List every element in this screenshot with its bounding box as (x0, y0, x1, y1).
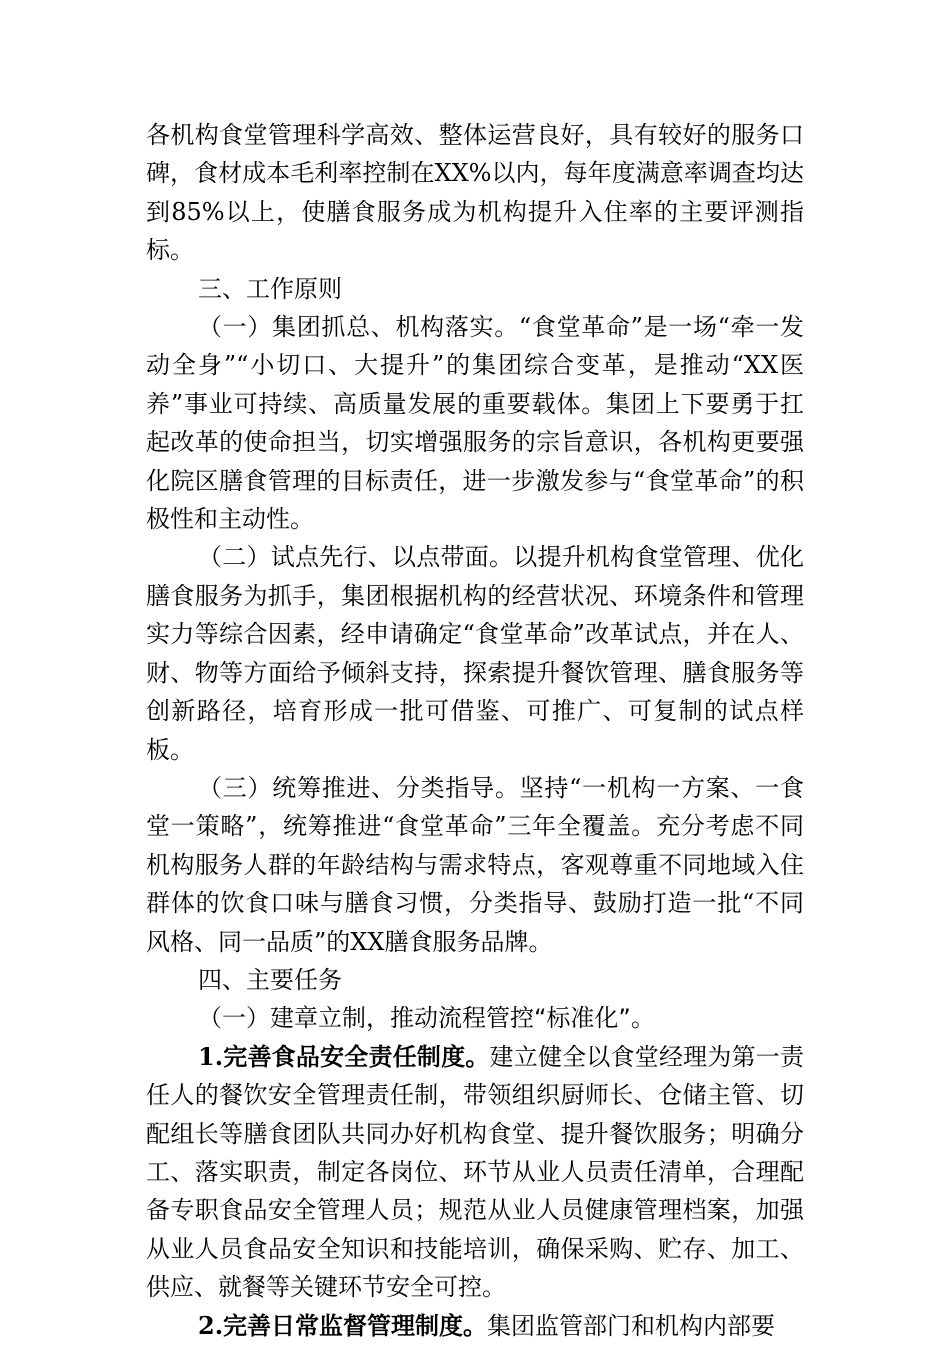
section-heading-main-tasks: 四、主要任务 (198, 965, 342, 994)
section-heading-work-principles: 三、工作原则 (198, 274, 342, 303)
paragraph-item-1 (146, 1038, 804, 1307)
item-1-title: 1.完善食品安全责任制度。 (198, 1041, 490, 1071)
item-1-body: 建立健全以食堂经理为第一责任人的餐饮安全管理责任制，带领组织厨师长、仓储主管、切配组长等膳食团队共同办好机构食堂、提升餐饮服务；明确分工、落实职责，制定各岗位、环节从业人员责任清单，合理配备专职食品安全管理人员；规范从业人员健康管理档案，加强从业人员食品安全知识和技能培训，确保采购、贮存、加工、供应、就餐等关键环节安全可控。 (146, 1042, 804, 1302)
document-body (146, 116, 804, 1345)
paragraph-principle-2: （二）试点先行、以点带面。以提升机构食堂管理、优化膳食服务为抓手，集团根据机构的经营状况、环境条件和管理实力等综合因素，经申请确定“食堂革命”改革试点，并在人、财、物等方面给予倾斜支持，探索提升餐饮管理、膳食服务等创新路径，培育形成一批可借鉴、可推广、可复制的试点样板。 (146, 543, 804, 764)
paragraph-principle-3: （三）统筹推进、分类指导。坚持“一机构一方案、一食堂一策略”，统筹推进“食堂革命”三年全覆盖。充分考虑不同机构服务人群的年龄结构与需求特点，客观尊重不同地域入住群体的饮食口味与膳食习惯，分类指导、鼓励打造一批“不同风格、同一品质”的XX膳食服务品牌。 (146, 773, 804, 956)
paragraph-intro: 各机构食堂管理科学高效、整体运营良好，具有较好的服务口碑，食材成本毛利率控制在XX%以内，每年度满意率调查均达到85%以上，使膳食服务成为机构提升入住率的主要评测指标。 (146, 121, 804, 265)
item-2-body: 集团监管部门和机构内部要 (487, 1311, 776, 1340)
paragraph-principle-1: （一）集团抓总、机构落实。“食堂革命”是一场“牵一发动全身”“小切口、大提升”的集团综合变革，是推动“XX医养”事业可持续、高质量发展的重要载体。集团上下要勇于扛起改革的使命担当，切实增强服务的宗旨意识，各机构更要强化院区膳食管理的目标责任，进一步激发参与“食堂革命”的积极性和主动性。 (146, 313, 804, 534)
subsection-heading-task-1: （一）建章立制，推动流程管控“标准化”。 (198, 1004, 655, 1033)
paragraph-item-2 (146, 1307, 804, 1345)
item-2-title: 2.完善日常监督管理制度。 (198, 1310, 488, 1340)
